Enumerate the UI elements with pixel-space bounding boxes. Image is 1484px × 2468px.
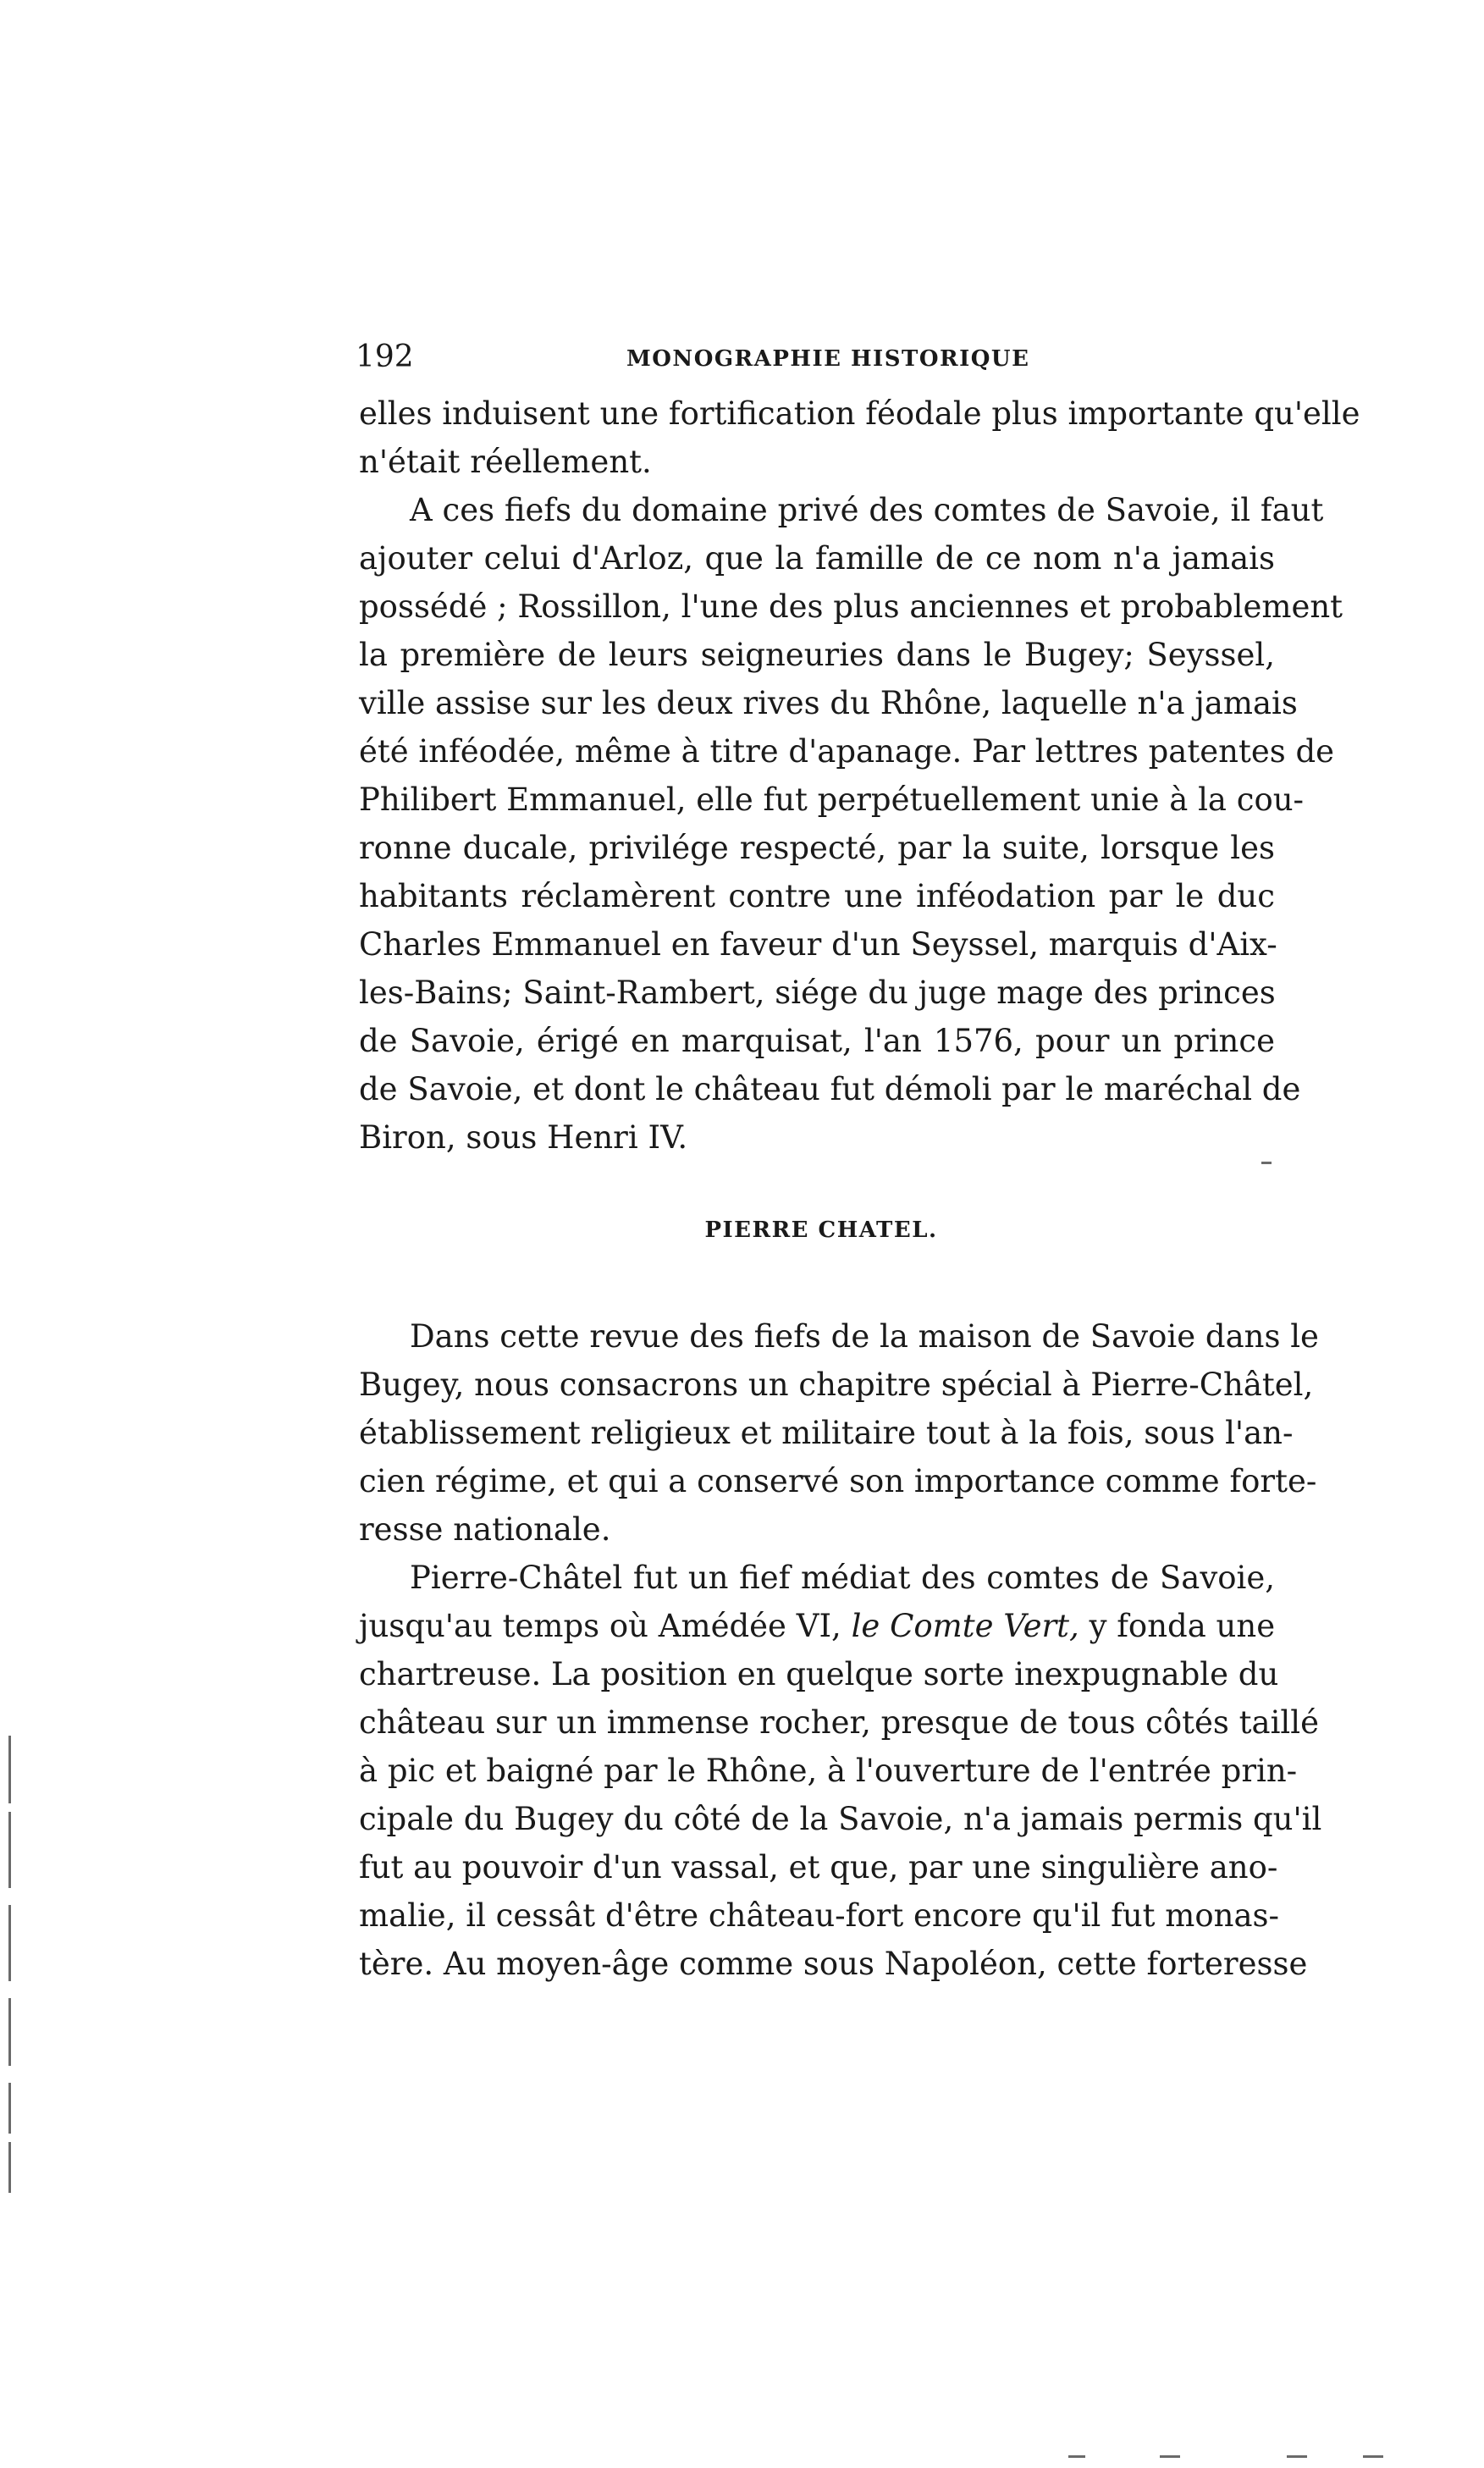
text-line: Charles Emmanuel en faveur d'un Seyssel, marquis d'Aix- (359, 926, 1277, 963)
paragraph-fiefs (359, 486, 1343, 1162)
text-line: cipale du Bugey du côté de la Savoie, n'a jamais permis qu'il (359, 1801, 1322, 1837)
scan-artifact (1287, 2455, 1307, 2458)
text-line: Bugey, nous consacrons un chapitre spécial à Pierre-Châtel, (359, 1367, 1314, 1403)
text-line: de Savoie, érigé en marquisat, l'an 1576, pour un prince (359, 1023, 1275, 1059)
text-line: fut au pouvoir d'un vassal, et que, par une singulière ano- (359, 1849, 1278, 1886)
text-line: de Savoie, et dont le château fut démoli par le maréchal de (359, 1071, 1301, 1107)
text-line: la première de leurs seigneuries dans le Bugey; Seyssel, (359, 637, 1275, 673)
text-line: Pierre-Châtel fut un fief médiat des comtes de Savoie, (410, 1560, 1275, 1596)
scan-artifact (1160, 2455, 1180, 2458)
scan-artifact (8, 1998, 11, 2066)
text-line: ronne ducale, privilége respecté, par la suite, lorsque les (359, 830, 1275, 866)
paragraph-pierre-chatel (359, 1554, 1322, 1988)
scan-artifact (1363, 2455, 1383, 2458)
scan-artifact (8, 2083, 11, 2134)
scan-artifact (8, 1812, 11, 1888)
text-line: Biron, sous Henri IV. (359, 1119, 688, 1156)
text-line: habitants réclamèrent contre une inféodation par le duc (359, 878, 1275, 914)
text-line: établissement religieux et militaire tout à la fois, sous l'an- (359, 1415, 1294, 1451)
text-block-lower (359, 1312, 1322, 1988)
scan-artifact (1261, 1162, 1272, 1164)
paragraph-intro (359, 1312, 1319, 1554)
text-line: cien régime, et qui a conservé son importance comme forte- (359, 1463, 1317, 1499)
text-line: n'était réellement. (359, 444, 652, 480)
text-line: tère. Au moyen-âge comme sous Napoléon, cette forteresse (359, 1946, 1308, 1982)
italic-title: le Comte Vert, (851, 1608, 1079, 1644)
text-line: à pic et baigné par le Rhône, à l'ouverture de l'entrée prin- (359, 1753, 1298, 1789)
page-number: 192 (356, 340, 414, 374)
text-line: Dans cette revue des fiefs de la maison de Savoie dans le (410, 1318, 1319, 1355)
text-line: Philibert Emmanuel, elle fut perpétuellement unie à la cou- (359, 781, 1305, 818)
running-title: MONOGRAPHIE HISTORIQUE (626, 346, 1030, 372)
text-block-upper (359, 389, 1360, 1162)
text-line: possédé ; Rossillon, l'une des plus anciennes et probablement (359, 588, 1343, 625)
text-line: resse nationale. (359, 1511, 611, 1548)
text-line: ville assise sur les deux rives du Rhône, laquelle n'a jamais (359, 685, 1298, 721)
text-line: été inféodée, même à titre d'apanage. Par lettres patentes de (359, 733, 1335, 770)
text-run: jusqu'au temps où Amédée VI, (359, 1608, 852, 1644)
page-header (356, 337, 1287, 379)
text-line: les-Bains; Saint-Rambert, siége du juge mage des princes (359, 975, 1276, 1011)
text-line: chartreuse. La position en quelque sorte inexpugnable du (359, 1656, 1279, 1692)
section-heading: PIERRE CHATEL. (704, 1217, 938, 1243)
text-line (359, 1602, 1275, 1650)
text-line: A ces fiefs du domaine privé des comtes de Savoie, il faut (410, 492, 1324, 528)
text-line: ajouter celui d'Arloz, que la famille de ce nom n'a jamais (359, 540, 1275, 577)
scan-artifact (8, 2142, 11, 2193)
scan-artifact (1068, 2455, 1085, 2458)
text-line: château sur un immense rocher, presque de tous côtés taillé (359, 1704, 1319, 1741)
text-line: elles induisent une fortification féodale plus importante qu'elle (359, 395, 1360, 432)
scan-artifact (8, 1905, 11, 1981)
text-run: y fonda une (1079, 1608, 1276, 1644)
paragraph-continuation (359, 389, 1360, 486)
text-line: malie, il cessât d'être château-fort encore qu'il fut monas- (359, 1897, 1280, 1934)
scan-artifact (8, 1736, 11, 1803)
